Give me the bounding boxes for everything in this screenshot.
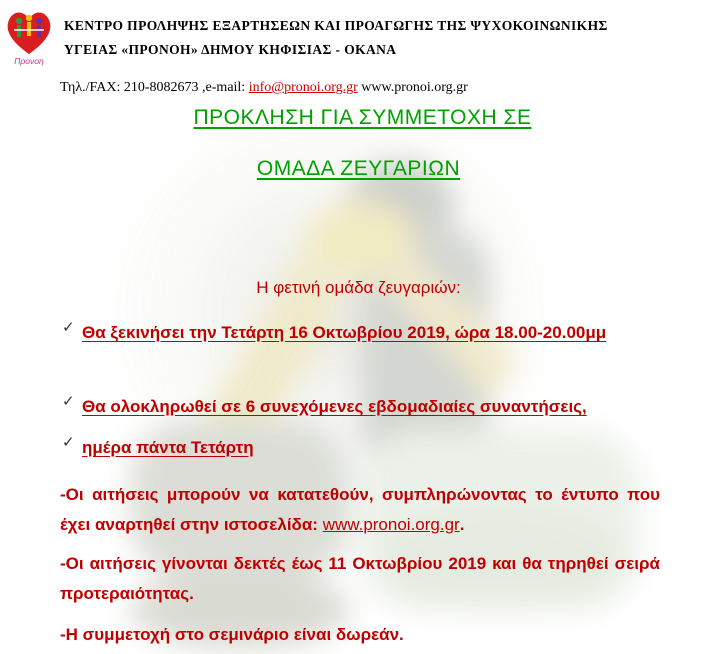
- paragraph-end: .: [459, 515, 465, 534]
- bullet-text: Θα ολοκληρωθεί σε 6 συνεχόμενες εβδομαδιαίες συναντήσεις,: [82, 397, 587, 416]
- paragraph-deadline: -Οι αιτήσεις γίνονται δεκτές έως 11 Οκτωβρίου 2019 και θα τηρηθεί σειρά προτεραιότητας.: [60, 554, 660, 603]
- bullet-text: Θα ξεκινήσει την Τετάρτη 16 Οκτωβρίου 2019, ώρα 18.00-20.00μμ: [82, 323, 607, 342]
- intro-text: Η φετινή ομάδα ζευγαριών:: [256, 278, 461, 297]
- organization-name-line1: ΚΕΝΤΡΟ ΠΡΟΛΗΨΗΣ ΕΞΑΡΤΗΣΕΩΝ ΚΑΙ ΠΡΟΑΓΩΓΗΣ ΤΗΣ ΨΥΧΟΚΟΙΝΩΝΙΚΗΣ: [64, 18, 608, 33]
- paragraph-free-participation: -Η συμμετοχή στο σεμινάριο είναι δωρεάν.: [60, 625, 404, 644]
- checkmark-icon: ✓: [62, 392, 75, 410]
- organization-name-line2: ΥΓΕΙΑΣ «ΠΡΟΝΟΗ» ΔΗΜΟΥ ΚΗΦΙΣΙΑΣ - ΟΚΑΝΑ: [64, 42, 397, 57]
- email-link[interactable]: info@pronoi.org.gr: [248, 80, 358, 95]
- contact-phone: Τηλ./FAX: 210-8082673 ,e-mail:: [60, 80, 249, 95]
- contact-line: [60, 80, 468, 96]
- page-title-line1: ΠΡΟΚΛΗΣΗ ΓΙΑ ΣΥΜΜΕΤΟΧΗ ΣΕ: [193, 106, 532, 129]
- page-title-line2: ΟΜΑΔΑ ΖΕΥΓΑΡΙΩΝ: [256, 157, 461, 180]
- bullet-text: ημέρα πάντα Τετάρτη: [82, 438, 254, 457]
- contact-website: www.pronoi.org.gr: [357, 80, 468, 95]
- paragraph-applications: [60, 480, 660, 540]
- checkmark-icon: ✓: [62, 433, 75, 451]
- checkmark-icon: ✓: [62, 318, 75, 336]
- paragraph-text: -Οι αιτήσεις μπορούν να κατατεθούν, συμπληρώνοντας το έντυπο που έχει αναρτηθεί στην ιστοσελίδα:: [60, 485, 660, 534]
- website-link[interactable]: www.pronoi.org.gr: [322, 515, 460, 534]
- pronoi-logo: [4, 4, 54, 66]
- logo-caption: Προνοη: [14, 56, 44, 66]
